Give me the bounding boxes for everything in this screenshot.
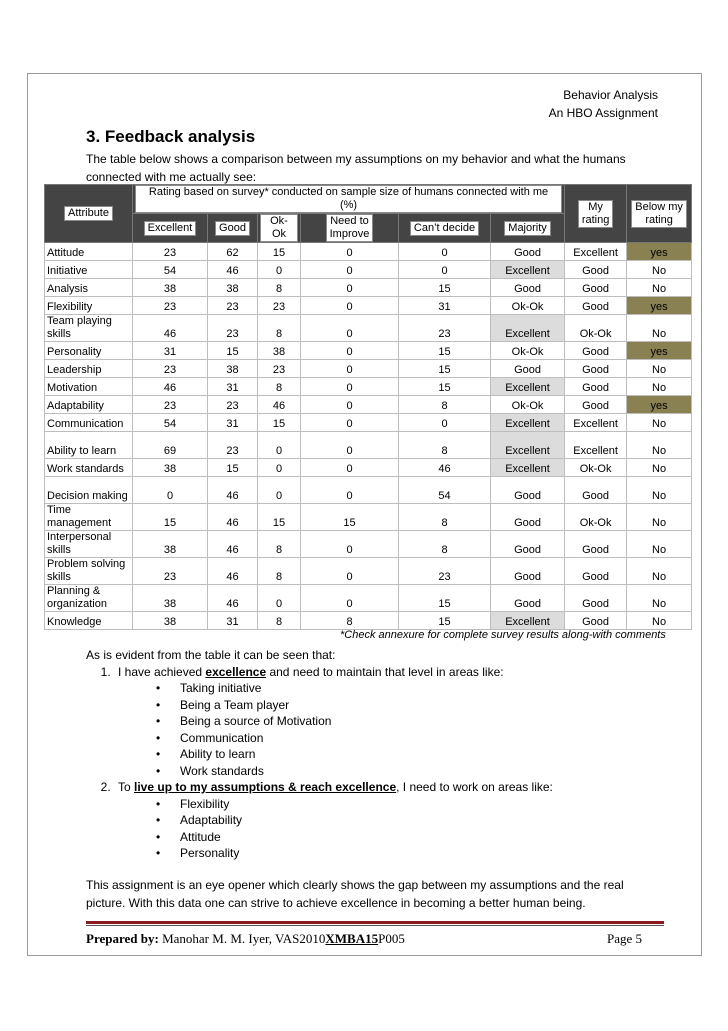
cell-below-rating: No xyxy=(627,432,692,459)
cell-need-to-improve: 0 xyxy=(301,261,399,279)
cell-excellent: 0 xyxy=(133,477,208,504)
cell-good: 46 xyxy=(208,558,258,585)
cell-below-rating: No xyxy=(627,414,692,432)
running-header xyxy=(549,86,658,122)
list-item xyxy=(156,697,646,714)
cell-below-rating: No xyxy=(627,378,692,396)
cell-my-rating: Good xyxy=(565,531,627,558)
cell-need-to-improve: 0 xyxy=(301,297,399,315)
analysis-item-1: 1. I have achieved excellence and need to maintain that level in areas like: • Taking initiative • Being a Team player • Being a source of Motivation • Communication • Ability to learn • Work standards xyxy=(114,664,646,780)
cell-good: 38 xyxy=(208,279,258,297)
cell-majority: Excellent xyxy=(491,612,565,630)
cell-cant-decide: 54 xyxy=(399,477,491,504)
header-below-rating: Below my rating xyxy=(627,185,692,243)
cell-cant-decide: 23 xyxy=(399,315,491,342)
table-row xyxy=(45,459,692,477)
cell-below-rating: No xyxy=(627,360,692,378)
cell-attribute: Decision making xyxy=(45,477,133,504)
cell-need-to-improve: 0 xyxy=(301,342,399,360)
cell-excellent: 38 xyxy=(133,459,208,477)
cell-attribute: Problem solving skills xyxy=(45,558,133,585)
list-item xyxy=(156,746,646,763)
cell-good: 23 xyxy=(208,432,258,459)
cell-okok: 15 xyxy=(258,414,301,432)
page-number: Page 5 xyxy=(606,931,642,946)
cell-attribute: Flexibility xyxy=(45,297,133,315)
cell-okok: 8 xyxy=(258,558,301,585)
cell-good: 31 xyxy=(208,414,258,432)
footer-label: Prepared by: xyxy=(86,931,159,946)
header-line-2: An HBO Assignment xyxy=(548,106,658,120)
cell-my-rating: Ok-Ok xyxy=(565,315,627,342)
cell-majority: Good xyxy=(491,279,565,297)
bullet-icon: • xyxy=(156,747,161,761)
cell-need-to-improve: 0 xyxy=(301,414,399,432)
cell-excellent: 23 xyxy=(133,558,208,585)
cell-my-rating: Ok-Ok xyxy=(565,459,627,477)
cell-cant-decide: 0 xyxy=(399,243,491,261)
bullet-icon: • xyxy=(156,846,161,860)
cell-excellent: 23 xyxy=(133,360,208,378)
cell-attribute: Initiative xyxy=(45,261,133,279)
cell-my-rating: Good xyxy=(565,378,627,396)
list-item xyxy=(156,763,646,780)
cell-below-rating: No xyxy=(627,315,692,342)
cell-attribute: Work standards xyxy=(45,459,133,477)
cell-good: 15 xyxy=(208,342,258,360)
cell-attribute: Leadership xyxy=(45,360,133,378)
page-footer: Prepared by: Manohar M. M. Iyer, VAS2010XMBA15P005 Page 5 xyxy=(86,931,642,946)
cell-okok: 0 xyxy=(258,585,301,612)
list-item-text: Adaptability xyxy=(180,813,243,827)
feedback-table xyxy=(44,184,692,630)
bullet-icon: • xyxy=(156,697,161,712)
cell-cant-decide: 8 xyxy=(399,432,491,459)
list-item-text: Being a Team player xyxy=(180,697,290,712)
cell-okok: 23 xyxy=(258,360,301,378)
cell-good: 31 xyxy=(208,378,258,396)
cell-need-to-improve: 0 xyxy=(301,585,399,612)
header-good: Good xyxy=(208,214,258,243)
bullet-icon: • xyxy=(156,763,161,778)
cell-cant-decide: 23 xyxy=(399,558,491,585)
header-excellent: Excellent xyxy=(133,214,208,243)
bullet-icon: • xyxy=(156,796,161,811)
cell-good: 62 xyxy=(208,243,258,261)
cell-below-rating: No xyxy=(627,585,692,612)
cell-need-to-improve: 0 xyxy=(301,243,399,261)
cell-excellent: 23 xyxy=(133,243,208,261)
cell-excellent: 38 xyxy=(133,585,208,612)
cell-my-rating: Excellent xyxy=(565,243,627,261)
cell-below-rating: No xyxy=(627,279,692,297)
table-header-row-1 xyxy=(45,185,692,214)
header-need-to-improve: Need to Improve xyxy=(301,214,399,243)
cell-excellent: 31 xyxy=(133,342,208,360)
cell-my-rating: Excellent xyxy=(565,432,627,459)
list-item xyxy=(156,680,646,697)
feedback-table-body xyxy=(45,185,692,630)
list-item-text: Ability to learn xyxy=(180,747,256,761)
cell-okok: 8 xyxy=(258,279,301,297)
header-attribute: Attribute xyxy=(45,185,133,243)
list-item xyxy=(156,812,646,829)
cell-my-rating: Good xyxy=(565,342,627,360)
cell-my-rating: Good xyxy=(565,279,627,297)
cell-good: 31 xyxy=(208,612,258,630)
cell-majority: Good xyxy=(491,504,565,531)
cell-okok: 23 xyxy=(258,297,301,315)
cell-excellent: 46 xyxy=(133,315,208,342)
list-item-text: Personality xyxy=(180,846,240,860)
improvement-list xyxy=(118,796,646,862)
cell-majority: Good xyxy=(491,558,565,585)
cell-attribute: Team playing skills xyxy=(45,315,133,342)
table-row xyxy=(45,261,692,279)
cell-excellent: 38 xyxy=(133,531,208,558)
cell-excellent: 46 xyxy=(133,378,208,396)
cell-attribute: Time management xyxy=(45,504,133,531)
cell-majority: Good xyxy=(491,360,565,378)
cell-my-rating: Good xyxy=(565,360,627,378)
cell-good: 23 xyxy=(208,297,258,315)
cell-majority: Good xyxy=(491,243,565,261)
list-item xyxy=(156,713,646,730)
cell-attribute: Knowledge xyxy=(45,612,133,630)
table-row xyxy=(45,396,692,414)
cell-cant-decide: 31 xyxy=(399,297,491,315)
cell-my-rating: Good xyxy=(565,297,627,315)
cell-okok: 15 xyxy=(258,243,301,261)
cell-attribute: Planning & organization xyxy=(45,585,133,612)
cell-need-to-improve: 0 xyxy=(301,378,399,396)
emphasis-excellence: excellence xyxy=(205,664,267,679)
table-row xyxy=(45,315,692,342)
section-title: 3. Feedback analysis xyxy=(86,127,256,146)
cell-need-to-improve: 0 xyxy=(301,531,399,558)
cell-attribute: Adaptability xyxy=(45,396,133,414)
strengths-list xyxy=(118,680,646,779)
section-intro: The table below shows a comparison between my assumptions on my behavior and what the humans connected with me actually see: xyxy=(86,152,626,184)
list-item xyxy=(156,796,646,813)
analysis-lead: As is evident from the table it can be seen that: xyxy=(86,648,336,662)
cell-majority: Excellent xyxy=(491,315,565,342)
cell-excellent: 54 xyxy=(133,414,208,432)
cell-okok: 0 xyxy=(258,477,301,504)
bullet-icon: • xyxy=(156,681,161,695)
cell-good: 23 xyxy=(208,315,258,342)
cell-need-to-improve: 0 xyxy=(301,279,399,297)
cell-below-rating: No xyxy=(627,504,692,531)
cell-cant-decide: 15 xyxy=(399,360,491,378)
analysis-item-2: 2. To live up to my assumptions & reach excellence, I need to work on areas like: • Flexibility • Adaptability • Attitude • Personality xyxy=(114,779,646,862)
cell-cant-decide: 0 xyxy=(399,414,491,432)
cell-majority: Excellent xyxy=(491,414,565,432)
cell-need-to-improve: 0 xyxy=(301,432,399,459)
cell-good: 38 xyxy=(208,360,258,378)
cell-attribute: Analysis xyxy=(45,279,133,297)
cell-cant-decide: 0 xyxy=(399,261,491,279)
cell-need-to-improve: 0 xyxy=(301,477,399,504)
footer-course-code: XMBA15 xyxy=(325,931,379,946)
cell-majority: Good xyxy=(491,531,565,558)
cell-majority: Good xyxy=(491,585,565,612)
cell-my-rating: Good xyxy=(565,261,627,279)
table-footnote: *Check annexure for complete survey results along-with comments xyxy=(340,629,666,641)
cell-need-to-improve: 8 xyxy=(301,612,399,630)
cell-okok: 8 xyxy=(258,531,301,558)
cell-below-rating: yes xyxy=(627,396,692,414)
cell-good: 46 xyxy=(208,261,258,279)
emphasis-reach-excellence: live up to my assumptions & reach excellence xyxy=(134,780,397,794)
table-row xyxy=(45,414,692,432)
table-row xyxy=(45,531,692,558)
cell-attribute: Motivation xyxy=(45,378,133,396)
cell-cant-decide: 15 xyxy=(399,378,491,396)
cell-okok: 0 xyxy=(258,261,301,279)
cell-majority: Ok-Ok xyxy=(491,297,565,315)
list-item xyxy=(156,845,646,862)
cell-majority: Excellent xyxy=(491,378,565,396)
table-row xyxy=(45,504,692,531)
cell-attribute: Ability to learn xyxy=(45,432,133,459)
cell-need-to-improve: 0 xyxy=(301,360,399,378)
header-line-1: Behavior Analysis xyxy=(563,88,658,102)
cell-majority: Excellent xyxy=(491,459,565,477)
cell-below-rating: yes xyxy=(627,342,692,360)
cell-okok: 8 xyxy=(258,612,301,630)
cell-attribute: Personality xyxy=(45,342,133,360)
cell-excellent: 38 xyxy=(133,279,208,297)
list-item-text: Attitude xyxy=(180,829,221,844)
cell-my-rating: Good xyxy=(565,558,627,585)
cell-okok: 46 xyxy=(258,396,301,414)
cell-my-rating: Good xyxy=(565,612,627,630)
cell-okok: 0 xyxy=(258,432,301,459)
cell-cant-decide: 8 xyxy=(399,531,491,558)
table-row xyxy=(45,432,692,459)
cell-my-rating: Good xyxy=(565,585,627,612)
cell-good: 46 xyxy=(208,477,258,504)
table-row xyxy=(45,612,692,630)
cell-my-rating: Good xyxy=(565,477,627,504)
cell-below-rating: yes xyxy=(627,243,692,261)
cell-below-rating: No xyxy=(627,477,692,504)
table-row xyxy=(45,558,692,585)
cell-attribute: Communication xyxy=(45,414,133,432)
cell-below-rating: No xyxy=(627,558,692,585)
table-row xyxy=(45,378,692,396)
cell-attribute: Interpersonal skills xyxy=(45,531,133,558)
cell-attribute: Attitude xyxy=(45,243,133,261)
cell-my-rating: Ok-Ok xyxy=(565,504,627,531)
cell-okok: 15 xyxy=(258,504,301,531)
cell-cant-decide: 15 xyxy=(399,279,491,297)
cell-okok: 0 xyxy=(258,459,301,477)
header-majority: Majority xyxy=(491,214,565,243)
cell-excellent: 23 xyxy=(133,297,208,315)
cell-good: 46 xyxy=(208,531,258,558)
table-row xyxy=(45,297,692,315)
cell-cant-decide: 15 xyxy=(399,612,491,630)
cell-cant-decide: 15 xyxy=(399,342,491,360)
closing-paragraph: This assignment is an eye opener which clearly shows the gap between my assumptions and the real picture. With this data one can strive to achieve excellence in becoming a better human being. xyxy=(86,878,624,910)
analysis-list xyxy=(86,664,646,862)
cell-okok: 8 xyxy=(258,315,301,342)
cell-good: 46 xyxy=(208,585,258,612)
footer-rule xyxy=(86,921,664,924)
cell-cant-decide: 8 xyxy=(399,396,491,414)
list-item xyxy=(156,829,646,846)
cell-need-to-improve: 15 xyxy=(301,504,399,531)
cell-okok: 8 xyxy=(258,378,301,396)
cell-cant-decide: 15 xyxy=(399,585,491,612)
cell-cant-decide: 8 xyxy=(399,504,491,531)
cell-good: 15 xyxy=(208,459,258,477)
cell-majority: Excellent xyxy=(491,261,565,279)
bullet-icon: • xyxy=(156,714,161,728)
cell-below-rating: No xyxy=(627,261,692,279)
cell-excellent: 23 xyxy=(133,396,208,414)
header-group: Rating based on survey* conducted on sample size of humans connected with me (%) xyxy=(133,185,565,214)
cell-excellent: 38 xyxy=(133,612,208,630)
header-okok: Ok-Ok xyxy=(258,214,301,243)
cell-below-rating: No xyxy=(627,612,692,630)
list-item-text: Being a source of Motivation xyxy=(180,714,332,728)
table-row xyxy=(45,360,692,378)
cell-majority: Excellent xyxy=(491,432,565,459)
table-row xyxy=(45,585,692,612)
bullet-icon: • xyxy=(156,813,161,827)
analysis-body xyxy=(86,647,646,862)
list-item xyxy=(156,730,646,747)
cell-below-rating: No xyxy=(627,531,692,558)
cell-my-rating: Excellent xyxy=(565,414,627,432)
list-item-text: Taking initiative xyxy=(180,681,262,695)
cell-below-rating: No xyxy=(627,459,692,477)
bullet-icon: • xyxy=(156,829,161,844)
cell-need-to-improve: 0 xyxy=(301,396,399,414)
cell-good: 23 xyxy=(208,396,258,414)
footer-rule-thin xyxy=(86,925,664,926)
cell-good: 46 xyxy=(208,504,258,531)
cell-excellent: 54 xyxy=(133,261,208,279)
cell-majority: Good xyxy=(491,477,565,504)
cell-excellent: 15 xyxy=(133,504,208,531)
cell-need-to-improve: 0 xyxy=(301,558,399,585)
bullet-icon: • xyxy=(156,730,161,745)
list-item-text: Flexibility xyxy=(180,796,230,811)
cell-cant-decide: 46 xyxy=(399,459,491,477)
table-row xyxy=(45,243,692,261)
table-row xyxy=(45,477,692,504)
cell-need-to-improve: 0 xyxy=(301,459,399,477)
header-my-rating: My rating xyxy=(565,185,627,243)
cell-majority: Ok-Ok xyxy=(491,396,565,414)
list-item-text: Work standards xyxy=(180,763,264,778)
cell-need-to-improve: 0 xyxy=(301,315,399,342)
header-cant-decide: Can’t decide xyxy=(399,214,491,243)
cell-below-rating: yes xyxy=(627,297,692,315)
cell-okok: 38 xyxy=(258,342,301,360)
table-row xyxy=(45,342,692,360)
cell-majority: Ok-Ok xyxy=(491,342,565,360)
cell-my-rating: Good xyxy=(565,396,627,414)
cell-excellent: 69 xyxy=(133,432,208,459)
table-row xyxy=(45,279,692,297)
list-item-text: Communication xyxy=(180,730,264,745)
